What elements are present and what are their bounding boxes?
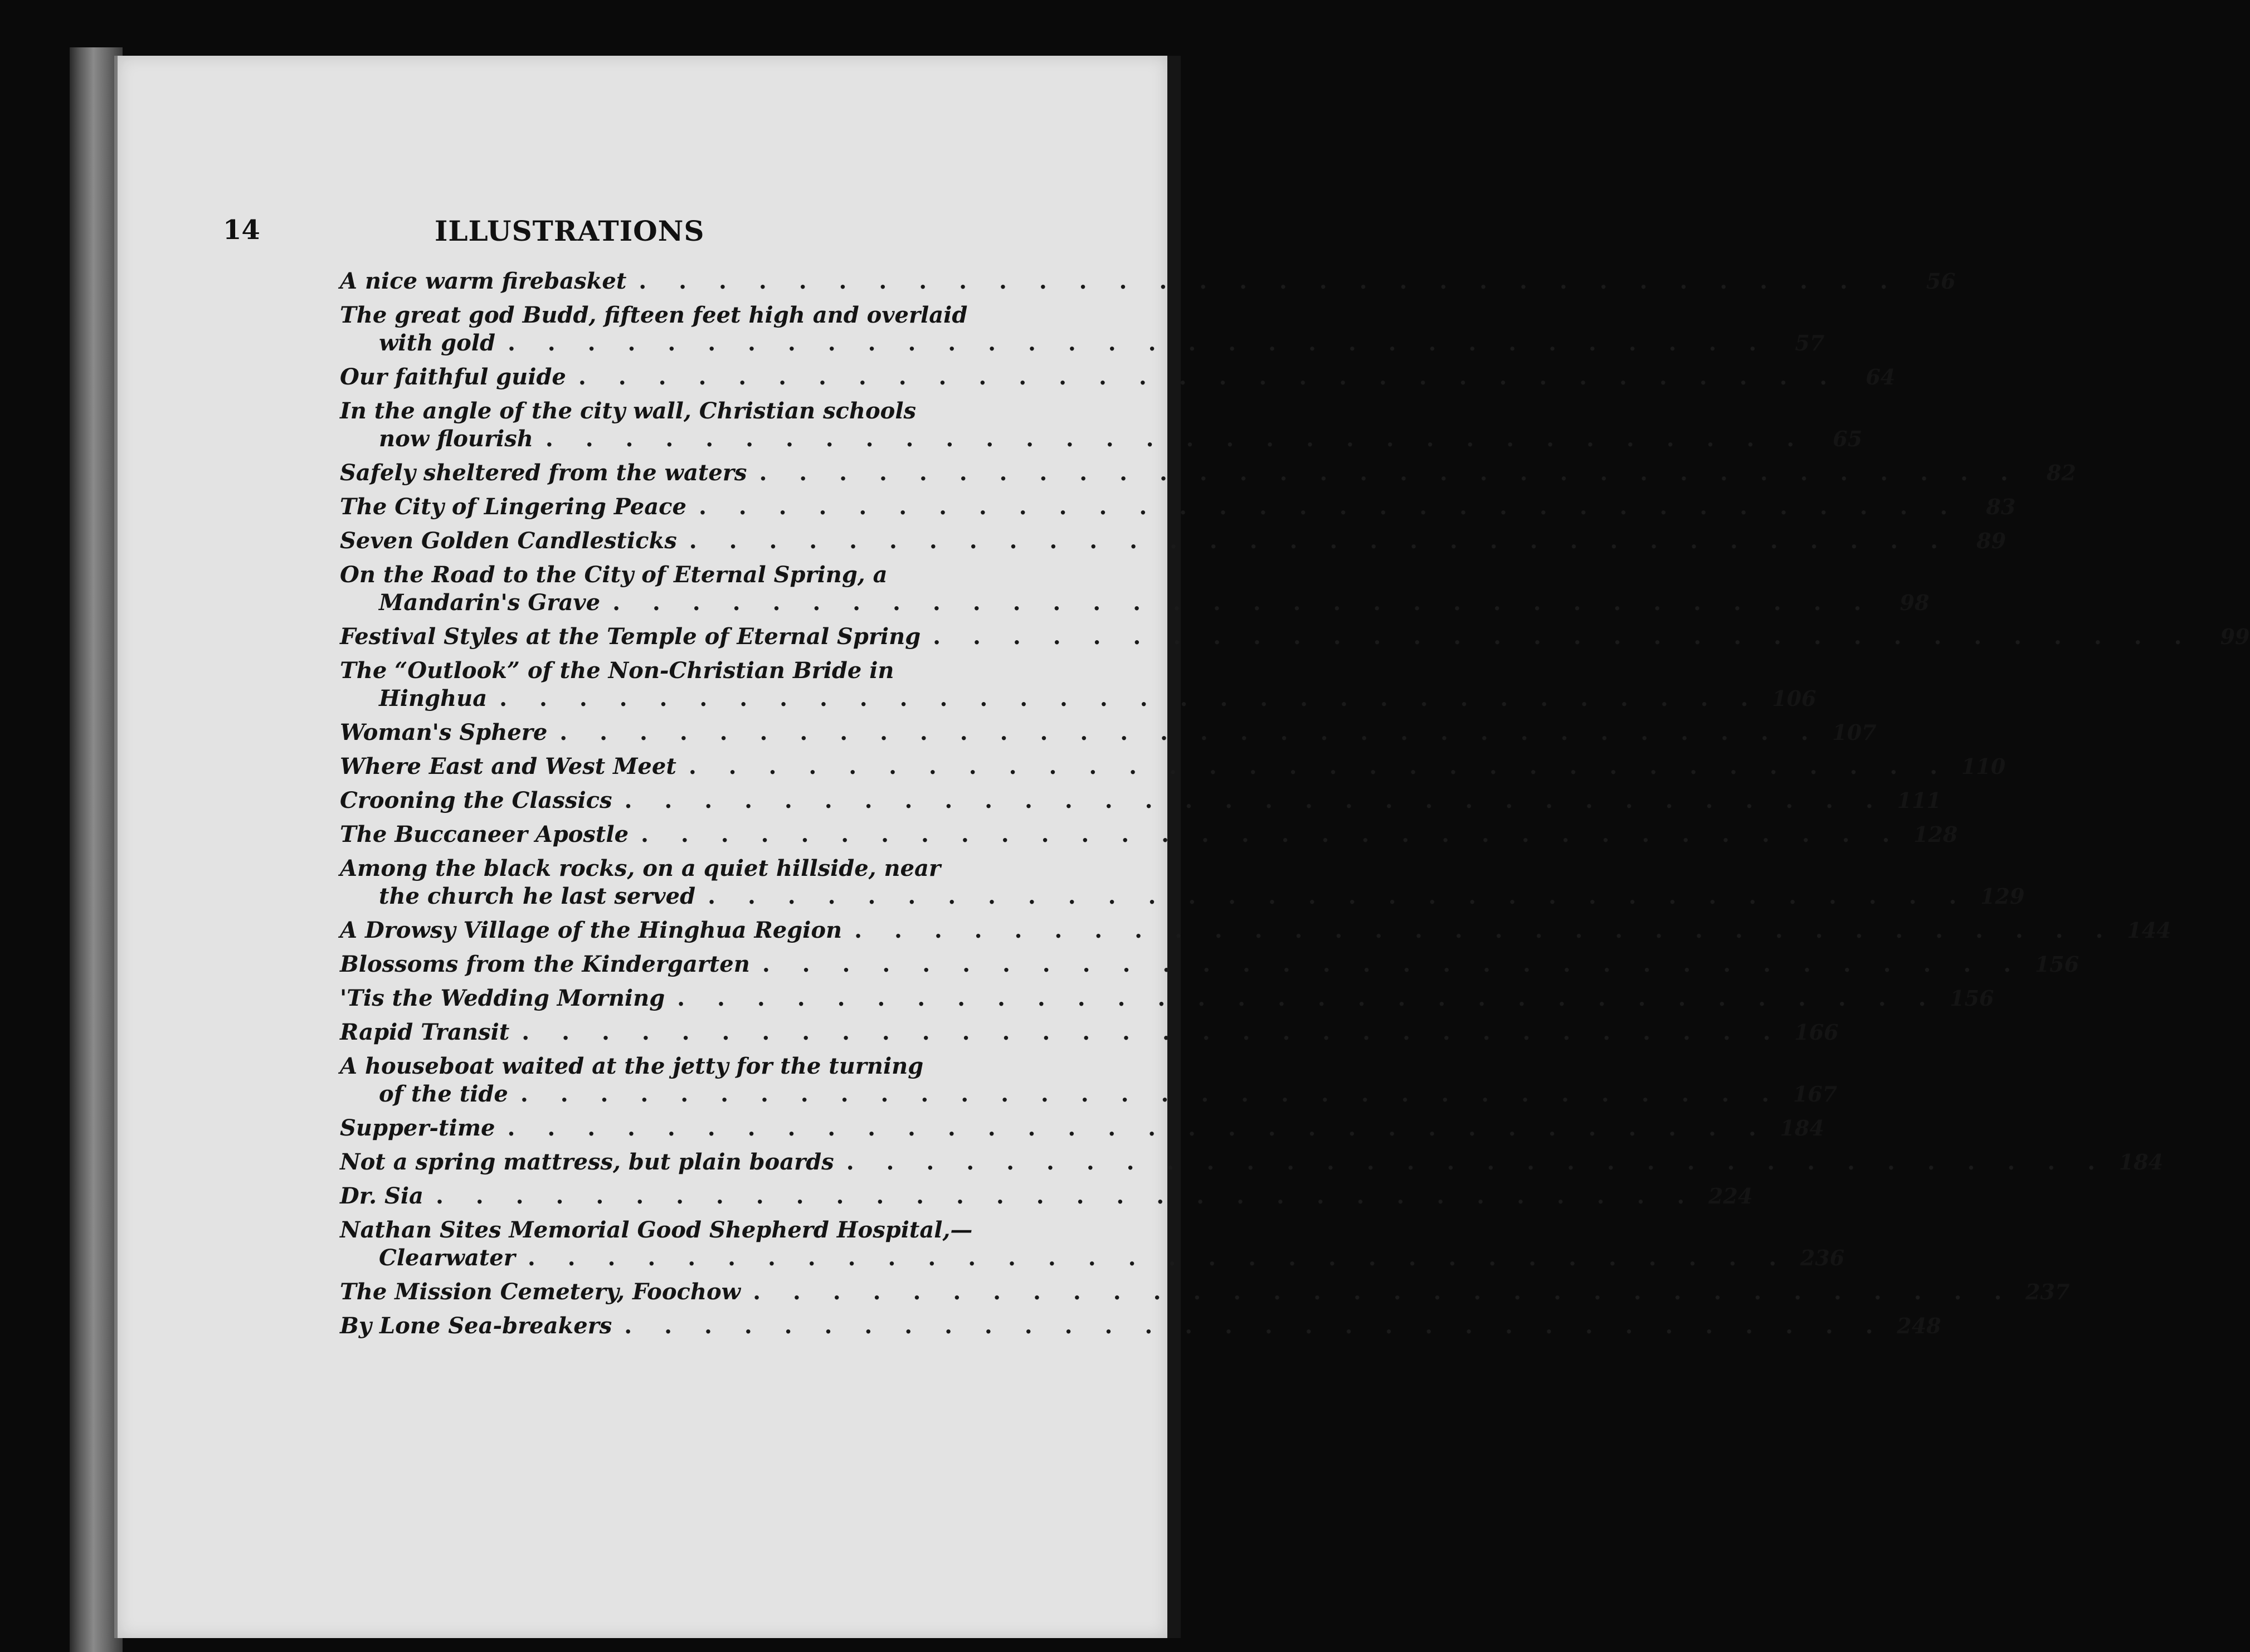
page-number: 14 xyxy=(223,215,260,246)
entry-line xyxy=(340,1019,1839,1046)
entry-title: of the tide xyxy=(379,1081,508,1107)
entry-line xyxy=(340,685,1816,713)
entry-title: with gold xyxy=(379,330,495,356)
entry-page-number: 237 xyxy=(2025,1279,2070,1304)
dot-leader: . . . . . . . . . . . . . . . . . . . . . . . . . . . . . . . . xyxy=(612,589,1874,616)
entry-page-number: 184 xyxy=(2118,1149,2164,1175)
entry-title: Rapid Transit xyxy=(340,1019,510,1045)
illustration-entry xyxy=(340,821,1958,849)
entry-page-number: 236 xyxy=(1800,1245,1845,1270)
illustration-entry xyxy=(340,493,2016,521)
dot-leader: . . . . . . . . . . . . . . . . . . . . . . . . . . . . . . . . xyxy=(759,460,2020,486)
entry-title: Seven Golden Candlesticks xyxy=(340,528,677,554)
entry-title: Safely sheltered from the waters xyxy=(340,460,747,486)
entry-title: The City of Lingering Peace xyxy=(340,494,686,520)
entry-line xyxy=(340,425,1863,453)
entry-page-number: 128 xyxy=(1913,822,1958,847)
entry-line xyxy=(340,787,1941,815)
illustration-entry xyxy=(340,527,2007,555)
entry-title: Where East and West Meet xyxy=(340,753,676,779)
entry-title: In the angle of the city wall, Christian schools xyxy=(340,398,917,424)
illustration-entry xyxy=(340,363,1896,391)
entry-page-number: 156 xyxy=(1950,986,1994,1011)
entry-line xyxy=(340,951,2079,978)
entry-title: now flourish xyxy=(379,426,533,452)
entry-title: The great god Budd, fifteen feet high and overlaid xyxy=(340,302,968,328)
illustration-entry xyxy=(340,1216,1845,1272)
entry-title: The “Outlook” of the Non-Christian Bride in xyxy=(340,657,894,684)
dot-leader: . . . . . . . . . . . . . . . . . . . . . . . . . . . . . . . . xyxy=(639,268,1900,294)
entry-line xyxy=(340,1244,1845,1272)
entry-line xyxy=(340,459,2076,487)
dot-leader: . . . . . . . . . . . . . . . . . . . . . . . . . . . . . . . . xyxy=(762,951,2024,977)
entry-title: Blossoms from the Kindergarten xyxy=(340,951,750,977)
entry-line xyxy=(340,753,2006,781)
illustration-entry xyxy=(340,1148,2164,1176)
entry-title: 'Tis the Wedding Morning xyxy=(340,985,665,1011)
entry-line xyxy=(340,1182,1753,1210)
illustration-entry xyxy=(340,459,2076,487)
entry-line xyxy=(340,329,1825,357)
entry-page-number: 98 xyxy=(1900,590,1930,615)
dot-leader: . . . . . . . . . . . . . . . . . . . . . . . . . . . . . . . . xyxy=(624,787,1886,813)
illustration-entry xyxy=(340,1114,1824,1142)
dot-leader: . . . . . . . . . . . . . . . . . . . . . . . . . . . . . . . . xyxy=(559,719,1821,745)
entry-page-number: 64 xyxy=(1866,364,1896,389)
entry-page-number: 129 xyxy=(1980,884,2025,909)
entry-title: By Lone Sea-breakers xyxy=(340,1313,612,1339)
entry-title: Crooning the Classics xyxy=(340,787,612,813)
entry-title: Not a spring mattress, but plain boards xyxy=(340,1149,834,1175)
illustration-entry xyxy=(340,1278,2070,1306)
entry-line xyxy=(340,1148,2164,1176)
illustration-entry xyxy=(340,787,1941,815)
entry-title: A houseboat waited at the jetty for the turning xyxy=(340,1053,924,1079)
entry-line xyxy=(340,363,1896,391)
dot-leader: . . . . . . . . . . . . . . . . . . . . . . . . . . . . . . . . xyxy=(846,1149,2108,1175)
entry-line xyxy=(340,1114,1824,1142)
illustration-entry xyxy=(340,657,1816,713)
entry-title: Festival Styles at the Temple of Eternal Spring xyxy=(340,623,921,650)
entry-line xyxy=(340,917,2171,944)
entry-page-number: 83 xyxy=(1986,494,2016,519)
illustration-entry xyxy=(340,855,2025,910)
dot-leader: . . . . . . . . . . . . . . . . . . . . . . . . . . . . . . . . xyxy=(545,426,1807,452)
entry-title: the church he last served xyxy=(379,883,696,909)
entry-title: Clearwater xyxy=(379,1245,515,1271)
entry-line xyxy=(340,267,1956,295)
dot-leader: . . . . . . . . . . . . . . . . . . . . . . . . . . . . . . . . xyxy=(708,883,1969,909)
dot-leader: . . . . . . . . . . . . . . . . . . . . . . . . . . . . . . . . xyxy=(933,623,2194,650)
entry-line xyxy=(340,561,1022,589)
entry-line xyxy=(340,589,1930,617)
illustration-entry xyxy=(340,301,1825,357)
entry-page-number: 107 xyxy=(1832,720,1877,745)
entry-line xyxy=(340,985,1994,1012)
entry-title: A nice warm firebasket xyxy=(340,268,627,294)
entry-title: Nathan Sites Memorial Good Shepherd Hospital,— xyxy=(340,1217,973,1243)
entry-title: Dr. Sia xyxy=(340,1183,423,1209)
entry-line xyxy=(340,623,2250,651)
entry-title: Woman's Sphere xyxy=(340,719,548,745)
entry-title: Supper-time xyxy=(340,1115,495,1141)
entry-line xyxy=(340,855,1022,883)
entry-title: Our faithful guide xyxy=(340,364,566,390)
dot-leader: . . . . . . . . . . . . . . . . . . . . . . . . . . . . . . . . xyxy=(522,1019,1783,1045)
illustration-entry xyxy=(340,917,2171,944)
entry-page-number: 156 xyxy=(2034,952,2079,977)
entry-page-number: 224 xyxy=(1708,1183,1753,1208)
dot-leader: . . . . . . . . . . . . . . . . . . . . . . . . . . . . . . . . xyxy=(507,330,1769,356)
entry-page-number: 166 xyxy=(1794,1020,1839,1045)
entry-line xyxy=(340,1052,1022,1080)
entry-line xyxy=(340,883,2025,910)
entry-title: The Buccaneer Apostle xyxy=(340,821,629,847)
dot-leader: . . . . . . . . . . . . . . . . . . . . . . . . . . . . . . . . xyxy=(499,685,1761,712)
dot-leader: . . . . . . . . . . . . . . . . . . . . . . . . . . . . . . . . xyxy=(507,1115,1769,1141)
entry-title: The Mission Cemetery, Foochow xyxy=(340,1279,741,1305)
dot-leader: . . . . . . . . . . . . . . . . . . . . . . . . . . . . . . . . xyxy=(527,1245,1789,1271)
dot-leader: . . . . . . . . . . . . . . . . . . . . . . . . . . . . . . . . xyxy=(677,985,1939,1011)
entry-line xyxy=(340,397,1022,425)
dot-leader: . . . . . . . . . . . . . . . . . . . . . . . . . . . . . . . . xyxy=(698,494,1960,520)
dot-leader: . . . . . . . . . . . . . . . . . . . . . . . . . . . . . . . . xyxy=(753,1279,2014,1305)
illustration-entry xyxy=(340,267,1956,295)
entry-page-number: 111 xyxy=(1897,788,1941,813)
illustration-entry xyxy=(340,1312,1941,1340)
entry-page-number: 248 xyxy=(1897,1313,1941,1338)
dot-leader: . . . . . . . . . . . . . . . . . . . . . . . . . . . . . . . . xyxy=(689,528,1951,554)
entry-line xyxy=(340,1080,1838,1108)
entry-page-number: 57 xyxy=(1795,330,1825,355)
entry-title: Hinghua xyxy=(379,685,488,712)
entry-title: On the Road to the City of Eternal Spring, a xyxy=(340,562,888,588)
entry-line xyxy=(340,1312,1941,1340)
entry-page-number: 99 xyxy=(2220,624,2250,649)
illustration-entry xyxy=(340,397,1863,453)
illustrations-list xyxy=(340,267,2250,1346)
entry-page-number: 184 xyxy=(1780,1115,1824,1141)
entry-title: Among the black rocks, on a quiet hillside, near xyxy=(340,855,941,881)
entry-line xyxy=(340,527,2007,555)
illustration-entry xyxy=(340,1182,1753,1210)
dot-leader: . . . . . . . . . . . . . . . . . . . . . . . . . . . . . . . . xyxy=(435,1183,1697,1209)
entry-line xyxy=(340,719,1877,747)
illustration-entry xyxy=(340,623,2250,651)
illustration-entry xyxy=(340,1019,1839,1046)
illustration-entry xyxy=(340,1052,1838,1108)
dot-leader: . . . . . . . . . . . . . . . . . . . . . . . . . . . . . . . . xyxy=(688,753,1950,779)
entry-page-number: 110 xyxy=(1961,754,2006,779)
entry-line xyxy=(340,1216,1022,1244)
dot-leader: . . . . . . . . . . . . . . . . . . . . . . . . . . . . . . . . xyxy=(854,917,2116,943)
page-header xyxy=(223,215,841,254)
dot-leader: . . . . . . . . . . . . . . . . . . . . . . . . . . . . . . . . xyxy=(578,364,1840,390)
entry-page-number: 167 xyxy=(1793,1081,1838,1107)
entry-line xyxy=(340,657,1022,685)
entry-page-number: 106 xyxy=(1772,686,1816,711)
entry-page-number: 65 xyxy=(1833,426,1863,451)
entry-line xyxy=(340,821,1958,849)
entry-line xyxy=(340,493,2016,521)
entry-line xyxy=(340,301,1022,329)
entry-page-number: 82 xyxy=(2046,460,2076,485)
dot-leader: . . . . . . . . . . . . . . . . . . . . . . . . . . . . . . . . xyxy=(520,1081,1782,1107)
dot-leader: . . . . . . . . . . . . . . . . . . . . . . . . . . . . . . . . xyxy=(641,821,1902,847)
entry-line xyxy=(340,1278,2070,1306)
entry-title: Mandarin's Grave xyxy=(379,589,601,616)
entry-page-number: 89 xyxy=(1976,528,2007,553)
entry-page-number: 144 xyxy=(2127,918,2171,943)
entry-title: A Drowsy Village of the Hinghua Region xyxy=(340,917,842,943)
page-title: ILLUSTRATIONS xyxy=(435,215,705,247)
illustration-entry xyxy=(340,719,1877,747)
illustration-entry xyxy=(340,951,2079,978)
illustration-entry xyxy=(340,985,1994,1012)
illustration-entry xyxy=(340,753,2006,781)
entry-page-number: 56 xyxy=(1926,269,1956,294)
illustration-entry xyxy=(340,561,1930,617)
dot-leader: . . . . . . . . . . . . . . . . . . . . . . . . . . . . . . . . xyxy=(624,1313,1886,1339)
